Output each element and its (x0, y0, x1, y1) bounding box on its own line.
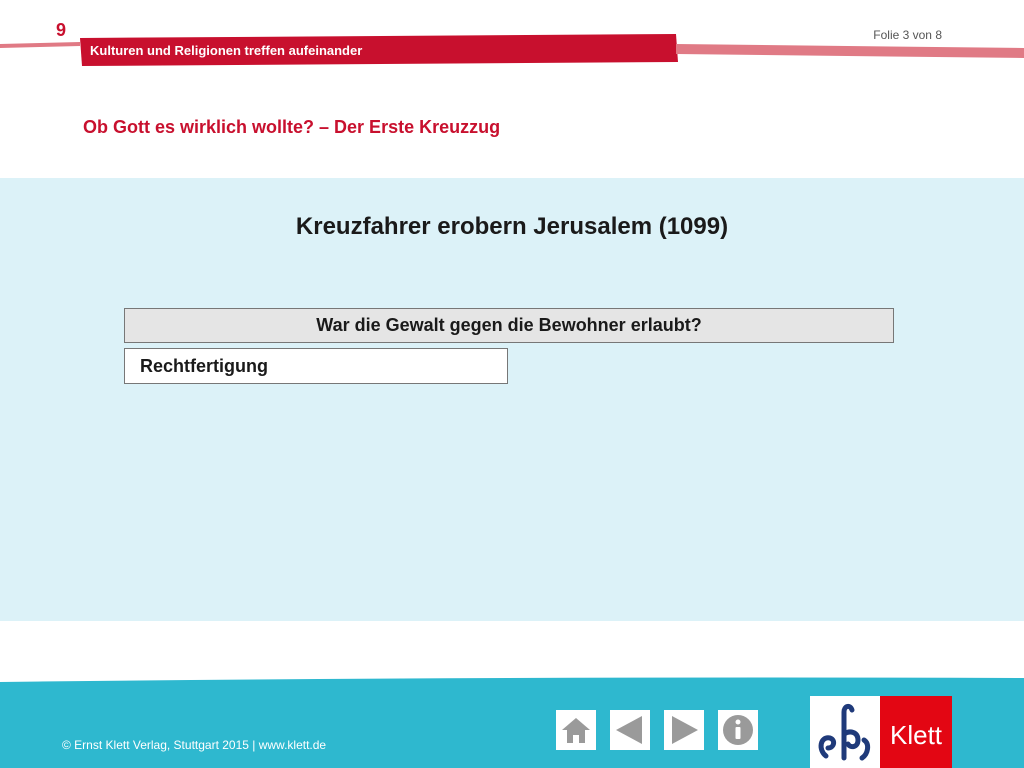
klett-logo[interactable] (810, 696, 952, 768)
slide-counter: Folie 3 von 8 (873, 28, 942, 42)
klett-wordmark-box (880, 696, 952, 768)
info-button[interactable] (718, 710, 758, 750)
next-button[interactable] (664, 710, 704, 750)
arrow-left-icon (610, 710, 650, 750)
series-title: Kulturen und Religionen treffen aufeinander (90, 43, 363, 58)
copyright-text: © Ernst Klett Verlag, Stuttgart 2015 | www.klett.de (62, 738, 327, 752)
info-icon (718, 710, 758, 750)
footer-band (0, 676, 1024, 768)
justification-box[interactable]: Rechtfertigung (124, 348, 508, 384)
question-box: War die Gewalt gegen die Bewohner erlaubt? (124, 308, 894, 343)
slide-subtitle: Ob Gott es wirklich wollte? – Der Erste Kreuzzug (83, 117, 501, 137)
previous-button[interactable] (610, 710, 650, 750)
klett-wordmark: Klett (889, 720, 943, 750)
content-title: Kreuzfahrer erobern Jerusalem (1099) (295, 213, 729, 240)
content-area (0, 178, 1024, 621)
home-icon (556, 710, 596, 750)
klett-emblem-icon (810, 696, 880, 768)
arrow-right-icon (664, 710, 704, 750)
chapter-number: 9 (56, 20, 67, 40)
home-button[interactable] (556, 710, 596, 750)
header-band (0, 34, 1024, 66)
